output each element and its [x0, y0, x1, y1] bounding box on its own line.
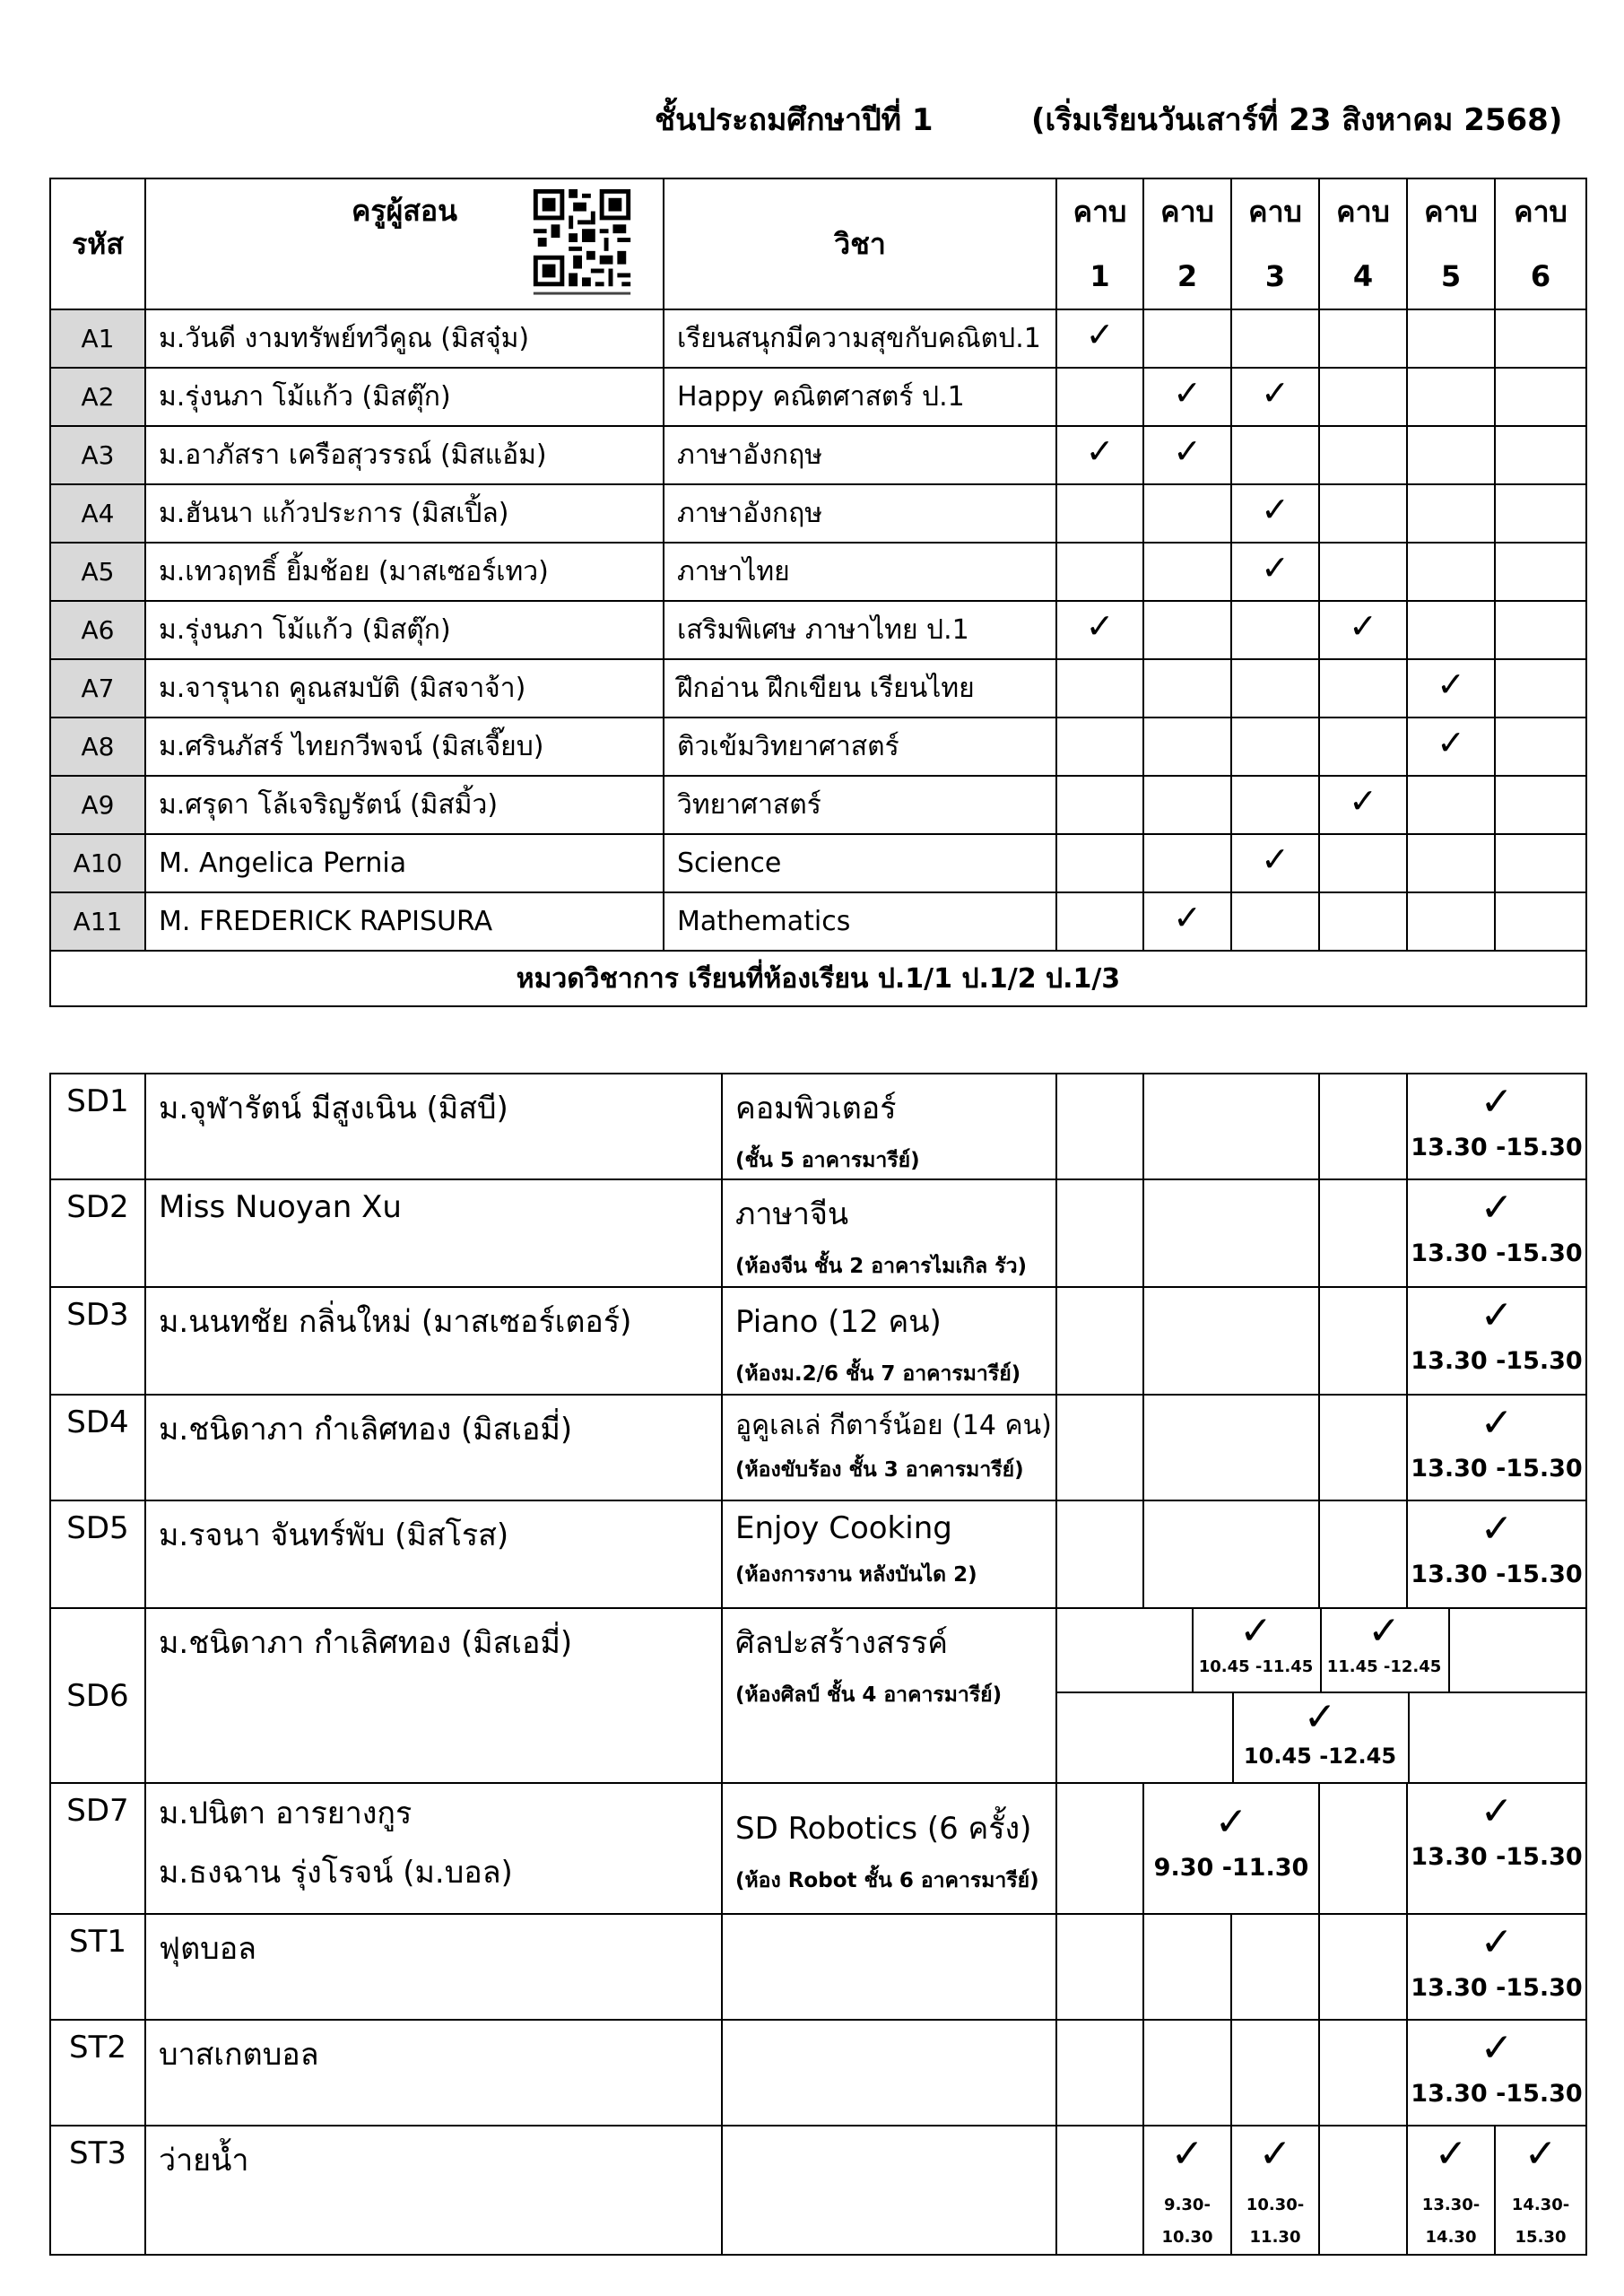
- subject-code: A2: [50, 368, 145, 426]
- period-3-cell: [1231, 659, 1319, 718]
- time-range: 10.45 -12.45: [1243, 1744, 1397, 1769]
- activity-teacher: ม.รจนา จันทร์พับ (มิสโรส): [145, 1500, 722, 1608]
- period-cell-4: [1319, 2126, 1407, 2255]
- period-5-cell: [1407, 484, 1495, 543]
- activity-subject-cell: [722, 1914, 1056, 2020]
- sd6-slot-b: [1320, 1609, 1448, 1676]
- period-cell-1: [1056, 1395, 1143, 1500]
- period-4-cell: [1319, 309, 1407, 368]
- period-5-cell: [1407, 659, 1495, 718]
- period-5-cell: [1407, 368, 1495, 426]
- period-3-cell: [1231, 718, 1319, 776]
- activity-subject-cell: [722, 1395, 1056, 1500]
- period-5-cell: [1407, 834, 1495, 892]
- period-1-cell: [1056, 426, 1143, 484]
- period-cell-5-6: [1407, 2020, 1586, 2126]
- table-header-row: [50, 178, 1586, 309]
- activity-code: ST2: [50, 2020, 145, 2126]
- checkmark-icon: ✓: [1480, 2025, 1514, 2071]
- period-1-cell: [1056, 368, 1143, 426]
- teacher-name: ม.จารุนาถ คูณสมบัติ (มิสจาจ้า): [145, 659, 664, 718]
- academic-footer-note: หมวดวิชาการ เรียนที่ห้องเรียน ป.1/1 ป.1/2 ป.1/3: [50, 951, 1586, 1006]
- activity-subject-cell: [722, 1179, 1056, 1287]
- table-row: [50, 601, 1586, 659]
- activity-row-sd7: [50, 1783, 1586, 1914]
- activity-room: (ห้องขับร้อง ชั้น 3 อาคารมารีย์): [735, 1458, 1024, 1482]
- table-row: [50, 309, 1586, 368]
- period-cell-1: [1056, 1287, 1143, 1395]
- activity-room: (ห้องศิลป์ ชั้น 4 อาคารมารีย์): [735, 1683, 1003, 1707]
- teacher-name: ม.รุ่งนภา โม้แก้ว (มิสตุ๊ก): [145, 601, 664, 659]
- period-1-cell: [1056, 601, 1143, 659]
- period-cell-2-3: [1143, 1500, 1319, 1608]
- activity-subject-cell: [722, 2020, 1056, 2126]
- checkmark-icon: ✓: [1349, 781, 1377, 821]
- period-6-cell: [1495, 426, 1586, 484]
- sd6-slot-c: [1232, 1695, 1408, 1769]
- checkmark-icon: ✓: [1239, 1608, 1272, 1654]
- period-cell-4: [1319, 1783, 1407, 1914]
- column-header-teacher: [145, 178, 664, 309]
- activity-teacher: ม.ปนิตา อารยางกูร: [159, 1796, 413, 1831]
- period-cell-5-6: [1407, 1395, 1586, 1500]
- checkmark-icon: ✓: [1261, 373, 1290, 413]
- activity-subject: Enjoy Cooking: [735, 1510, 952, 1546]
- activity-code: ST1: [50, 1914, 145, 2020]
- time-range: 11.45 -12.45: [1326, 1657, 1442, 1676]
- checkmark-icon: ✓: [1261, 548, 1290, 587]
- table-footer-row: [50, 951, 1586, 1006]
- teacher-name: M. Angelica Pernia: [145, 834, 664, 892]
- time-range: 9.30 -11.30: [1153, 1854, 1309, 1882]
- subject-name: วิทยาศาสตร์: [664, 776, 1056, 834]
- subject-name: ภาษาอังกฤษ: [664, 426, 1056, 484]
- subject-code: A10: [50, 834, 145, 892]
- activity-subject: SD Robotics (6 ครั้ง): [735, 1811, 1032, 1847]
- period-cell-5: [1407, 2126, 1495, 2255]
- checkmark-icon: ✓: [1480, 1292, 1514, 1338]
- period-1-cell: [1056, 484, 1143, 543]
- activity-teacher: ม.ชนิดาภา กำเลิศทอง (มิสเอมี่): [145, 1608, 722, 1783]
- grade-title: ชั้นประถมศึกษาปีที่ 1: [655, 102, 934, 138]
- checkmark-icon: ✓: [1480, 1919, 1514, 1965]
- table-row: [50, 368, 1586, 426]
- period-5-cell: [1407, 601, 1495, 659]
- table-row: [50, 484, 1586, 543]
- subject-code: A9: [50, 776, 145, 834]
- period-6-cell: [1495, 484, 1586, 543]
- time-range: 13.30 -15.30: [1411, 1347, 1583, 1375]
- sd6-period-grid: [1056, 1608, 1586, 1783]
- qr-code-icon[interactable]: [528, 185, 636, 300]
- period-cell-3: [1231, 1914, 1319, 2020]
- checkmark-icon: ✓: [1173, 431, 1202, 471]
- time-range: 13.30 -15.30: [1411, 2080, 1583, 2108]
- activity-teacher: ม.นนทชัย กลิ่นใหม่ (มาสเซอร์เตอร์): [145, 1287, 722, 1395]
- activity-subject: อูคูเลเล่ กีตาร์น้อย (14 คน): [735, 1410, 1052, 1441]
- period-2-cell: [1143, 718, 1231, 776]
- time-range: 10.45 -11.45: [1198, 1657, 1314, 1676]
- period-cell-1: [1056, 1914, 1143, 2020]
- period-1-cell: [1056, 892, 1143, 951]
- academic-schedule-table: [49, 178, 1587, 1007]
- period-2-cell: [1143, 426, 1231, 484]
- table-row: [50, 892, 1586, 951]
- period-5-cell: [1407, 718, 1495, 776]
- subject-code: A4: [50, 484, 145, 543]
- subject-name: Science: [664, 834, 1056, 892]
- period-cell-6: [1495, 2126, 1586, 2255]
- period-2-cell: [1143, 309, 1231, 368]
- subject-code: A1: [50, 309, 145, 368]
- period-cell-1: [1056, 1074, 1143, 1179]
- subject-name: เสริมพิเศษ ภาษาไทย ป.1: [664, 601, 1056, 659]
- subject-code: A3: [50, 426, 145, 484]
- period-5-cell: [1407, 892, 1495, 951]
- checkmark-icon: ✓: [1480, 1788, 1514, 1834]
- table-row: [50, 776, 1586, 834]
- period-cell-4: [1319, 1914, 1407, 2020]
- time-range: 9.30- 10.30: [1161, 2196, 1213, 2247]
- activity-room: (ห้อง Robot ชั้น 6 อาคารมารีย์): [735, 1869, 1039, 1892]
- period-1-cell: [1056, 776, 1143, 834]
- column-header-period-1: คาบ 1: [1056, 178, 1143, 309]
- activity-subject-cell: [722, 1287, 1056, 1395]
- activity-teacher-2: ม.ธงฉาน รุ่งโรจน์ (ม.บอล): [159, 1855, 513, 1891]
- period-cell-3: [1231, 2126, 1319, 2255]
- checkmark-icon: ✓: [1524, 2131, 1558, 2177]
- period-3-cell: [1231, 776, 1319, 834]
- period-cell-1: [1056, 2126, 1143, 2255]
- table-row: [50, 718, 1586, 776]
- table-row: [50, 426, 1586, 484]
- activity-room: (ห้องม.2/6 ชั้น 7 อาคารมารีย์): [735, 1362, 1021, 1386]
- period-4-cell: [1319, 892, 1407, 951]
- period-2-cell: [1143, 601, 1231, 659]
- period-cell-1: [1056, 1783, 1143, 1914]
- table-row: [50, 543, 1586, 601]
- time-range: 14.30- 15.30: [1511, 2196, 1570, 2247]
- activity-row-sd1: [50, 1074, 1586, 1179]
- period-6-cell: [1495, 368, 1586, 426]
- time-range: 13.30 -15.30: [1411, 1455, 1583, 1483]
- period-cell-5-6: [1407, 1500, 1586, 1608]
- checkmark-icon: ✓: [1349, 606, 1377, 646]
- checkmark-icon: ✓: [1214, 1799, 1248, 1845]
- period-6-cell: [1495, 776, 1586, 834]
- activity-subject-cell: [722, 1500, 1056, 1608]
- activity-teacher: ฟุตบอล: [145, 1914, 722, 2020]
- table-row: [50, 659, 1586, 718]
- period-cell-2-3: [1143, 1395, 1319, 1500]
- period-cell-2: [1143, 2020, 1231, 2126]
- checkmark-icon: ✓: [1261, 839, 1290, 879]
- checkmark-icon: ✓: [1480, 1506, 1514, 1552]
- activity-subject-cell: [722, 1783, 1056, 1914]
- activity-teacher: บาสเกตบอล: [145, 2020, 722, 2126]
- teacher-header-label: ครูผู้สอน: [352, 194, 457, 228]
- activity-subject-cell: [722, 2126, 1056, 2255]
- subject-code: A8: [50, 718, 145, 776]
- activities-schedule-table: [49, 1073, 1587, 2256]
- subject-name: ภาษาไทย: [664, 543, 1056, 601]
- period-cell-2-3: [1143, 1074, 1319, 1179]
- activity-teacher-cell: [145, 1783, 722, 1914]
- activity-code: SD7: [50, 1783, 145, 1914]
- period-2-cell: [1143, 368, 1231, 426]
- checkmark-icon: ✓: [1368, 1608, 1401, 1654]
- period-3-cell: [1231, 543, 1319, 601]
- activity-code: SD3: [50, 1287, 145, 1395]
- checkmark-icon: ✓: [1170, 2131, 1204, 2177]
- activity-code: SD1: [50, 1074, 145, 1179]
- checkmark-icon: ✓: [1085, 431, 1115, 471]
- period-4-cell: [1319, 368, 1407, 426]
- period-cell-4: [1319, 1395, 1407, 1500]
- period-1-cell: [1056, 718, 1143, 776]
- period-5-cell: [1407, 543, 1495, 601]
- checkmark-icon: ✓: [1085, 315, 1115, 354]
- activity-teacher: Miss Nuoyan Xu: [145, 1179, 722, 1287]
- start-date: (เริ่มเรียนวันเสาร์ที่ 23 สิงหาคม 2568): [1031, 102, 1563, 138]
- activity-teacher: ม.ชนิดาภา กำเลิศทอง (มิสเอมี่): [145, 1395, 722, 1500]
- activity-code: ST3: [50, 2126, 145, 2255]
- period-2-cell: [1143, 543, 1231, 601]
- checkmark-icon: ✓: [1173, 898, 1202, 937]
- activity-subject-cell: [722, 1074, 1056, 1179]
- subject-code: A11: [50, 892, 145, 951]
- activity-room: (ชั้น 5 อาคารมารีย์): [735, 1149, 920, 1172]
- period-4-cell: [1319, 543, 1407, 601]
- period-5-cell: [1407, 776, 1495, 834]
- time-range: 10.30- 11.30: [1246, 2196, 1305, 2247]
- period-6-cell: [1495, 601, 1586, 659]
- teacher-name: ม.รุ่งนภา โม้แก้ว (มิสตุ๊ก): [145, 368, 664, 426]
- period-3-cell: [1231, 892, 1319, 951]
- activity-row-sd6: [50, 1608, 1586, 1783]
- period-cell-5-6: [1407, 1287, 1586, 1395]
- period-2-cell: [1143, 484, 1231, 543]
- activity-teacher: ม.จุฬารัตน์ มีสูงเนิน (มิสบี): [145, 1074, 722, 1179]
- period-6-cell: [1495, 543, 1586, 601]
- period-4-cell: [1319, 834, 1407, 892]
- checkmark-icon: ✓: [1437, 723, 1465, 762]
- teacher-name: ม.เทวฤทธิ์ ยิ้มช้อย (มาสเซอร์เทว): [145, 543, 664, 601]
- checkmark-icon: ✓: [1434, 2131, 1468, 2177]
- period-cell-2-3: [1143, 1179, 1319, 1287]
- checkmark-icon: ✓: [1480, 1185, 1514, 1231]
- activity-room: (ห้องการงาน หลังบันได 2): [735, 1563, 977, 1587]
- column-header-period-3: คาบ 3: [1231, 178, 1319, 309]
- period-3-cell: [1231, 601, 1319, 659]
- teacher-name: ม.ศรุดา โล้เจริญรัตน์ (มิสมิ้ว): [145, 776, 664, 834]
- column-header-period-2: คาบ 2: [1143, 178, 1231, 309]
- activity-row-sd5: [50, 1500, 1586, 1608]
- period-cell-3: [1231, 2020, 1319, 2126]
- subject-code: A5: [50, 543, 145, 601]
- period-cell-4: [1319, 1500, 1407, 1608]
- period-3-cell: [1231, 484, 1319, 543]
- period-6-cell: [1495, 718, 1586, 776]
- checkmark-icon: ✓: [1480, 1079, 1514, 1125]
- period-cell-5-6: [1407, 1179, 1586, 1287]
- period-cell-1: [1056, 1179, 1143, 1287]
- period-4-cell: [1319, 659, 1407, 718]
- period-cell-2-3: [1143, 1783, 1319, 1914]
- period-2-cell: [1143, 659, 1231, 718]
- period-cell-4: [1319, 2020, 1407, 2126]
- activity-code: SD2: [50, 1179, 145, 1287]
- time-range: 13.30 -15.30: [1411, 1239, 1583, 1267]
- page-header: [655, 90, 1587, 144]
- period-1-cell: [1056, 659, 1143, 718]
- period-cell-4: [1319, 1287, 1407, 1395]
- activity-row-sd2: [50, 1179, 1586, 1287]
- period-2-cell: [1143, 776, 1231, 834]
- period-cell-1: [1056, 2020, 1143, 2126]
- checkmark-icon: ✓: [1303, 1694, 1337, 1740]
- period-4-cell: [1319, 718, 1407, 776]
- column-header-subject: วิชา: [664, 178, 1056, 309]
- period-cell-1: [1056, 1500, 1143, 1608]
- teacher-name: ม.ศรินภัสร์ ไทยกวีพจน์ (มิสเจี๊ยบ): [145, 718, 664, 776]
- period-2-cell: [1143, 834, 1231, 892]
- period-1-cell: [1056, 543, 1143, 601]
- subject-name: ติวเข้มวิทยาศาสตร์: [664, 718, 1056, 776]
- period-3-cell: [1231, 309, 1319, 368]
- subject-name: Mathematics: [664, 892, 1056, 951]
- checkmark-icon: ✓: [1258, 2131, 1292, 2177]
- checkmark-icon: ✓: [1437, 665, 1465, 704]
- period-4-cell: [1319, 601, 1407, 659]
- activity-row-sd3: [50, 1287, 1586, 1395]
- period-5-cell: [1407, 426, 1495, 484]
- period-cell-4: [1319, 1179, 1407, 1287]
- period-4-cell: [1319, 776, 1407, 834]
- checkmark-icon: ✓: [1173, 373, 1202, 413]
- activity-room: (ห้องจีน ชั้น 2 อาคารไมเกิล รัว): [735, 1255, 1028, 1278]
- time-range: 13.30 -15.30: [1411, 1974, 1583, 2002]
- period-3-cell: [1231, 368, 1319, 426]
- period-cell-2-3: [1143, 1287, 1319, 1395]
- subject-code: A6: [50, 601, 145, 659]
- column-header-period-5: คาบ 5: [1407, 178, 1495, 309]
- period-3-cell: [1231, 834, 1319, 892]
- subject-code: A7: [50, 659, 145, 718]
- period-6-cell: [1495, 309, 1586, 368]
- activity-subject: Piano (12 คน): [735, 1304, 942, 1340]
- activity-subject: คอมพิวเตอร์: [735, 1091, 897, 1126]
- activity-row-sd4: [50, 1395, 1586, 1500]
- period-1-cell: [1056, 834, 1143, 892]
- sd6-slot-a: [1192, 1609, 1320, 1676]
- teacher-name: ม.วันดี งามทรัพย์ทวีคูณ (มิสจุ๋ม): [145, 309, 664, 368]
- period-6-cell: [1495, 834, 1586, 892]
- period-cell-4: [1319, 1074, 1407, 1179]
- period-cell-2: [1143, 1914, 1231, 2020]
- subject-name: ภาษาอังกฤษ: [664, 484, 1056, 543]
- activity-subject-cell: [722, 1608, 1056, 1783]
- activity-row-st3: [50, 2126, 1586, 2255]
- checkmark-icon: ✓: [1480, 1400, 1514, 1446]
- subject-name: Happy คณิตศาสตร์ ป.1: [664, 368, 1056, 426]
- time-range: 13.30 -15.30: [1411, 1843, 1583, 1871]
- period-3-cell: [1231, 426, 1319, 484]
- period-2-cell: [1143, 892, 1231, 951]
- checkmark-icon: ✓: [1261, 490, 1290, 529]
- teacher-name: M. FREDERICK RAPISURA: [145, 892, 664, 951]
- checkmark-icon: ✓: [1085, 606, 1115, 646]
- activity-row-st2: [50, 2020, 1586, 2126]
- subject-name: ฝึกอ่าน ฝึกเขียน เรียนไทย: [664, 659, 1056, 718]
- time-range: 13.30- 14.30: [1421, 2196, 1481, 2247]
- period-cell-5-6: [1407, 1074, 1586, 1179]
- teacher-name: ม.ฮันนา แก้วประการ (มิสเปิ้ล): [145, 484, 664, 543]
- period-6-cell: [1495, 892, 1586, 951]
- period-cell-5-6: [1407, 1914, 1586, 2020]
- period-cell-5-6: [1407, 1783, 1586, 1914]
- time-range: 13.30 -15.30: [1411, 1134, 1583, 1161]
- period-5-cell: [1407, 309, 1495, 368]
- period-4-cell: [1319, 484, 1407, 543]
- teacher-name: ม.อาภัสรา เครือสุวรรณ์ (มิสแอ้ม): [145, 426, 664, 484]
- activity-code: SD5: [50, 1500, 145, 1608]
- column-header-period-6: คาบ 6: [1495, 178, 1586, 309]
- table-row: [50, 834, 1586, 892]
- period-6-cell: [1495, 659, 1586, 718]
- period-cell-2: [1143, 2126, 1231, 2255]
- column-header-period-4: คาบ 4: [1319, 178, 1407, 309]
- activity-subject: ภาษาจีน: [735, 1196, 849, 1232]
- activity-code: SD4: [50, 1395, 145, 1500]
- time-range: 13.30 -15.30: [1411, 1561, 1583, 1588]
- activity-row-st1: [50, 1914, 1586, 2020]
- period-1-cell: [1056, 309, 1143, 368]
- column-header-code: รหัส: [50, 178, 145, 309]
- activity-subject: ศิลปะสร้างสรรค์: [735, 1625, 948, 1661]
- period-4-cell: [1319, 426, 1407, 484]
- activity-code: SD6: [50, 1608, 145, 1783]
- activity-teacher: ว่ายน้ำ: [145, 2126, 722, 2255]
- subject-name: เรียนสนุกมีความสุขกับคณิตป.1: [664, 309, 1056, 368]
